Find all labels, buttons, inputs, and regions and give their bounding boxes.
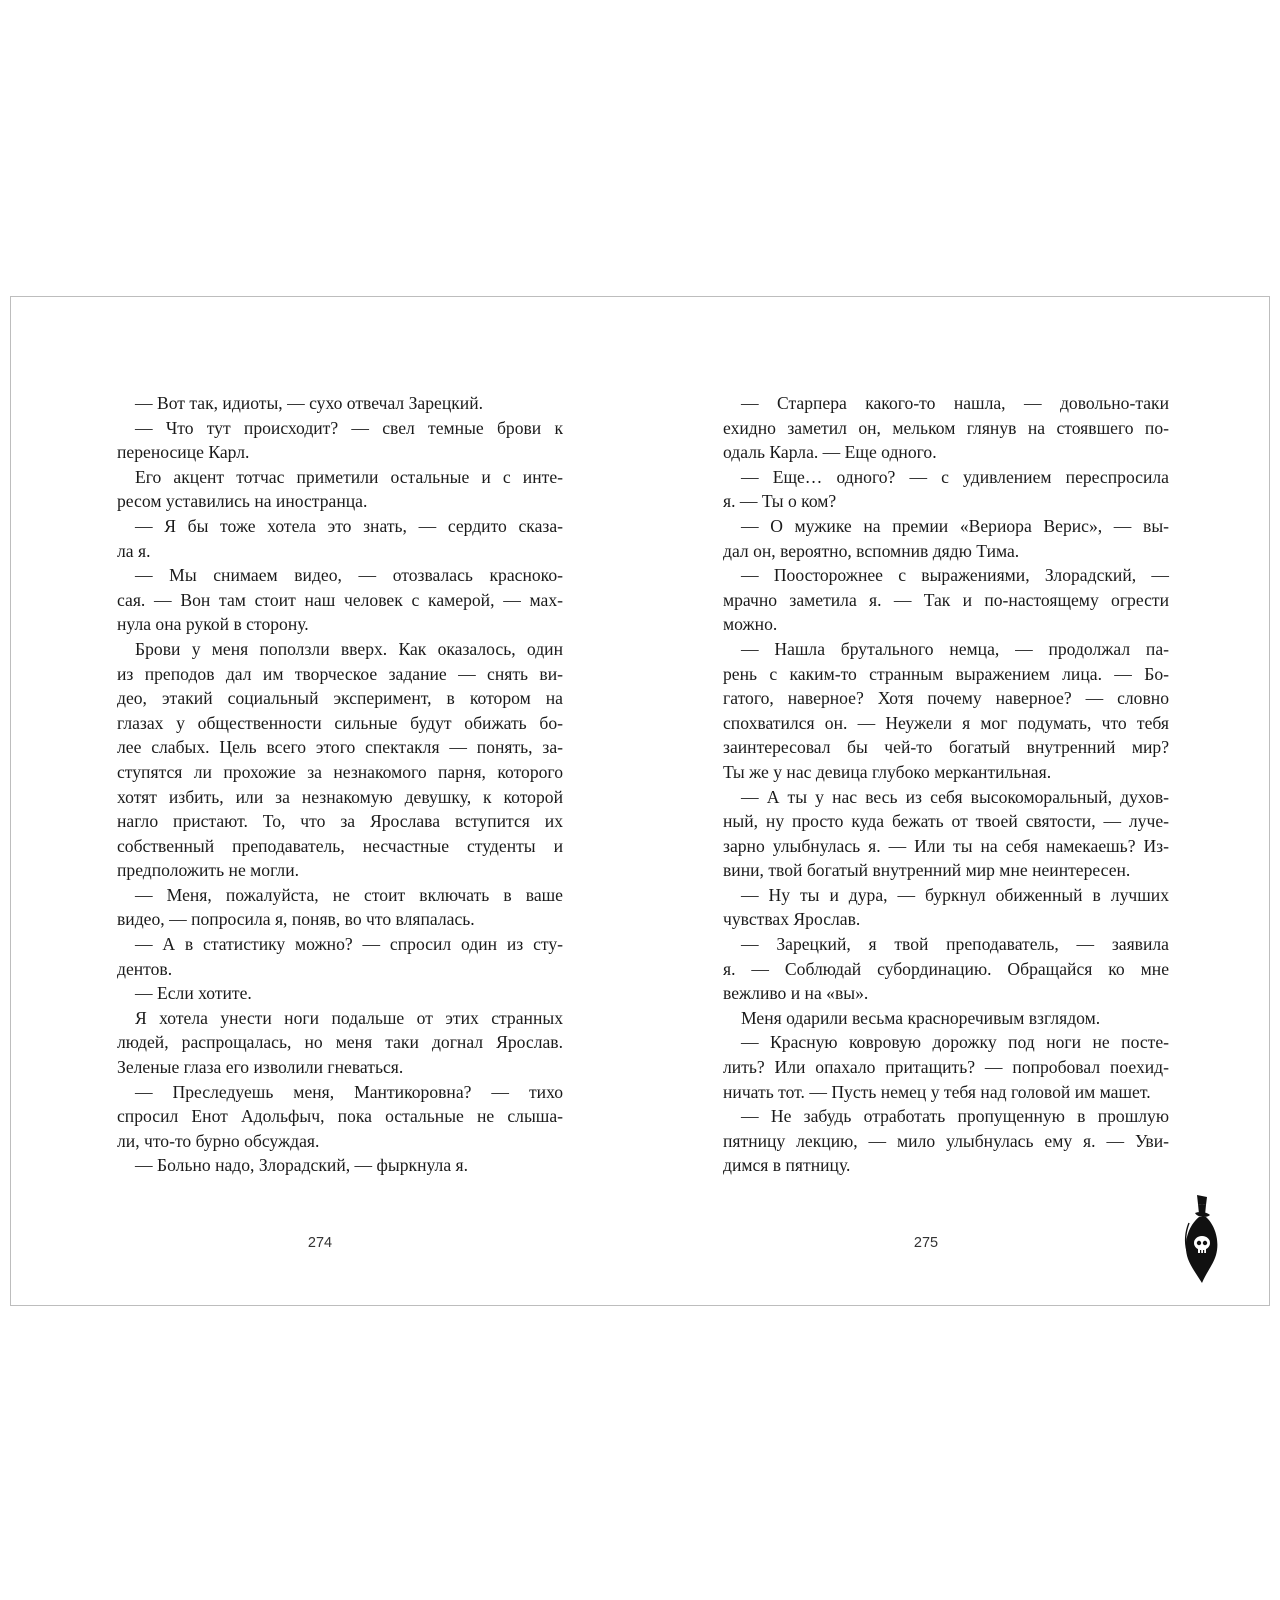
text-line: — Старпера какого-то нашла, — довольно-таки — [741, 393, 1169, 413]
text-line: — Поосторожнее с выражениями, Злорадский, — — [741, 565, 1169, 586]
text-line: Зеленые глаза его изволили гневаться. — [117, 1057, 404, 1078]
text-line: димся в пятницу. — [723, 1155, 851, 1176]
text-line: — Вот так, идиоты, — сухо отвечал Зарецкий. — [135, 393, 484, 413]
text-line: — Больно надо, Злорадский, — фыркнула я. — [135, 1155, 469, 1176]
text-line: собственный преподаватель, несчастные студенты и — [117, 835, 563, 856]
text-line: — Преследуешь меня, Мантикоровна? — тихо — [135, 1081, 563, 1102]
text-line: лее слабых. Цель всего этого спектакля — понять, за- — [117, 737, 563, 758]
text-line: — А в статистику можно? — спросил один из сту- — [135, 934, 563, 955]
book-spread — [10, 296, 1270, 1306]
text-line: — Зарецкий, я твой преподаватель, — заявила — [741, 934, 1169, 955]
text-line: видео, — попросила я, поняв, во что вляпалась. — [117, 909, 475, 930]
text-line: дентов. — [117, 958, 173, 979]
text-line: — Мы снимаем видео, — отозвалась красноко- — [135, 565, 563, 586]
text-line: Ты же у нас девица глубоко меркантильная. — [723, 761, 1052, 782]
text-line: хотят избить, или за незнакомую девушку, к которой — [117, 786, 563, 807]
text-line: вежливо и на «вы». — [723, 983, 869, 1004]
text-line: — О мужике на премии «Вериора Верис», — вы- — [741, 515, 1169, 536]
text-line: пятницу лекцию, — мило улыбнулась ему я. — Уви- — [723, 1130, 1169, 1151]
text-line: людей, распрощалась, но меня таки догнал Ярослав. — [117, 1032, 563, 1053]
text-line: лить? Или опахало притащить? — попробовал поехид- — [723, 1057, 1169, 1078]
text-line: ничать тот. — Пусть немец у тебя над головой им машет. — [723, 1081, 1151, 1102]
text-line: гатого, наверное? Хотя почему наверное? — словно — [723, 688, 1169, 709]
left-page-number: 274 — [307, 1235, 333, 1251]
text-line: ли, что-то бурно обсуждая. — [117, 1130, 320, 1151]
text-line: Меня одарили весьма красноречивым взглядом. — [741, 1007, 1101, 1028]
text-line: Я хотела унести ноги подальше от этих странных — [135, 1007, 563, 1028]
right-page-text — [723, 391, 1169, 1178]
text-line: зарно улыбнулась я. — Или ты на себя намекаешь? Из- — [723, 835, 1169, 856]
text-line: — Нашла брутального немца, — продолжал па- — [741, 638, 1169, 659]
text-line: дал он, вероятно, вспомнив дядю Тима. — [723, 540, 1020, 561]
potion-bottle-icon — [1179, 1193, 1225, 1285]
text-line: спросил Енот Адольфыч, пока остальные не слыша- — [117, 1106, 563, 1127]
text-line: — Не забудь отработать пропущенную в прошлую — [741, 1106, 1169, 1127]
text-line: ступятся ли прохожие за незнакомого парня, которого — [117, 761, 563, 782]
text-line: Брови у меня поползли вверх. Как оказалось, один — [135, 638, 563, 659]
text-line: рень с каким-то странным выражением лица. — Бо- — [723, 663, 1169, 684]
text-line: из преподов дал им творческое задание — снять ви- — [117, 663, 563, 684]
text-line: — Меня, пожалуйста, не стоит включать в ваше — [135, 884, 563, 905]
text-line: — Еще… одного? — с удивлением переспросила — [741, 466, 1169, 487]
text-line: я. — Ты о ком? — [723, 491, 837, 512]
text-line: — Ну ты и дура, — буркнул обиженный в лучших — [741, 884, 1169, 905]
text-line: — Красную ковровую дорожку под ноги не посте- — [741, 1032, 1169, 1053]
text-line: — Я бы тоже хотела это знать, — сердито сказа- — [135, 515, 563, 536]
text-line: ный, ну просто куда бежать от твоей святости, — луче- — [723, 811, 1169, 832]
text-line: Его акцент тотчас приметили остальные и с инте- — [135, 466, 563, 487]
text-line: глазах у общественности сильные будут обижать бо- — [117, 712, 563, 733]
text-line: заинтересовал бы чей-то богатый внутренний мир? — [723, 737, 1169, 758]
text-line: переносице Карл. — [117, 442, 250, 463]
text-line: нула она рукой в сторону. — [117, 614, 309, 635]
right-page-number: 275 — [913, 1235, 939, 1251]
text-line: ресом уставились на иностранца. — [117, 491, 368, 512]
text-line: — Что тут происходит? — свел темные брови к — [135, 417, 563, 438]
text-line: вини, твой богатый внутренний мир мне неинтересен. — [723, 860, 1131, 881]
text-line: предположить не могли. — [117, 860, 300, 881]
text-line: мрачно заметила я. — Так и по-настоящему огрести — [723, 589, 1169, 610]
text-line: чувствах Ярослав. — [723, 909, 861, 930]
text-line: спохватился он. — Неужели я мог подумать, что тебя — [723, 712, 1169, 733]
text-line: — Если хотите. — [135, 983, 252, 1004]
text-line: ехидно заметил он, мельком глянув на стоявшего по- — [723, 417, 1169, 438]
text-line: я. — Соблюдай субординацию. Обращайся ко мне — [723, 958, 1169, 979]
left-page-text — [117, 391, 563, 1178]
text-line: — А ты у нас весь из себя высокоморальный, духов- — [741, 786, 1169, 807]
text-line: ла я. — [117, 540, 151, 561]
text-line: сая. — Вон там стоит наш человек с камерой, — мах- — [117, 589, 563, 610]
text-line: нагло пристают. То, что за Ярослава вступится их — [117, 811, 563, 832]
text-line: одаль Карла. — Еще одного. — [723, 442, 937, 463]
text-line: можно. — [723, 614, 778, 635]
text-line: део, этакий социальный эксперимент, в котором на — [117, 688, 563, 709]
